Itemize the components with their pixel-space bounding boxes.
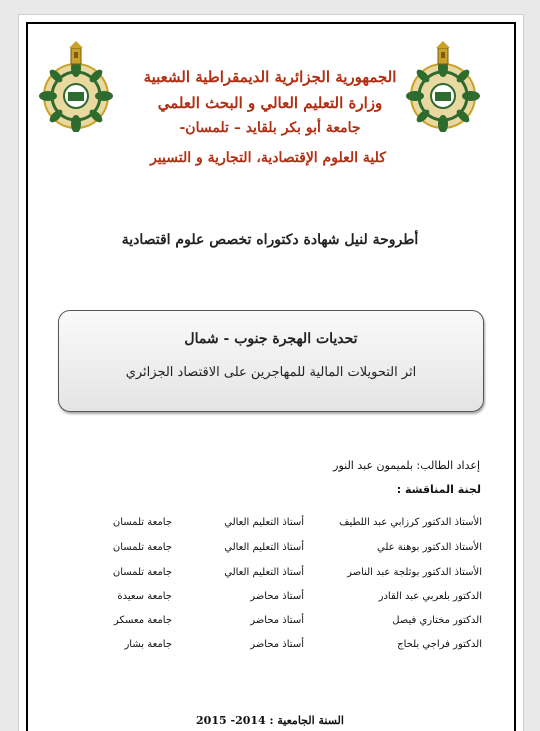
member-rank: أستاذ محاضر [250,639,304,650]
committee-heading: لجنة المناقشة : [396,483,481,496]
member-name: الأستاذ الدكتور بوهنة علي [377,542,482,553]
member-rank: أستاذ التعليم العالي [224,567,304,578]
academic-year: السنة الجامعية : 2014- 2015 [196,714,344,727]
member-university: جامعة معسكر [113,615,172,626]
title-box [58,310,484,412]
member-university: جامعة تلمسان [112,517,172,528]
member-university: جامعة تلمسان [112,542,172,553]
header-faculty: كلية العلوم الإقتصادية، التجارية و التسيير [150,150,386,166]
header-ministry: وزارة التعليم العالي و البحث العلمي [157,94,383,112]
member-rank: أستاذ محاضر [250,615,304,626]
member-rank: أستاذ محاضر [250,591,304,602]
member-rank: أستاذ التعليم العالي [224,542,304,553]
member-university: جامعة تلمسان [112,567,172,578]
member-rank: أستاذ التعليم العالي [224,517,304,528]
author-line: إعداد الطالب: بلميمون عبد النور [333,459,480,472]
header-republic: الجمهورية الجزائرية الديمقراطية الشعبية [143,68,397,86]
member-name: الأستاذ الدكتور بوثلجة عبد الناصر [347,567,482,578]
member-name: الأستاذ الدكتور كرزابي عبد اللطيف [339,517,482,528]
committee-row [72,567,482,583]
committee-row [72,591,482,607]
committee-row [72,639,482,655]
thesis-title: تحديات الهجرة جنوب - شمال [184,331,358,347]
member-name: الدكتور بلعربي عبد القادر [378,591,482,602]
thesis-subtitle: اثر التحويلات المالية للمهاجرين على الاقتصاد الجزائري [125,365,417,380]
committee-row [72,542,482,558]
member-name: الدكتور فراجي بلحاج [397,639,482,650]
committee-row [72,615,482,631]
committee-row [72,517,482,533]
thesis-description: أطروحة لنيل شهادة دكتوراه تخصص علوم اقتصادية [121,232,419,248]
university-emblem-icon [405,40,481,132]
member-university: جامعة سعيدة [117,591,172,602]
header-university: جامعة أبو بكر بلقايد – تلمسان- [179,120,361,136]
member-name: الدكتور مختاري فيصل [392,615,482,626]
member-university: جامعة بشار [124,639,172,650]
university-emblem-icon [38,40,114,132]
